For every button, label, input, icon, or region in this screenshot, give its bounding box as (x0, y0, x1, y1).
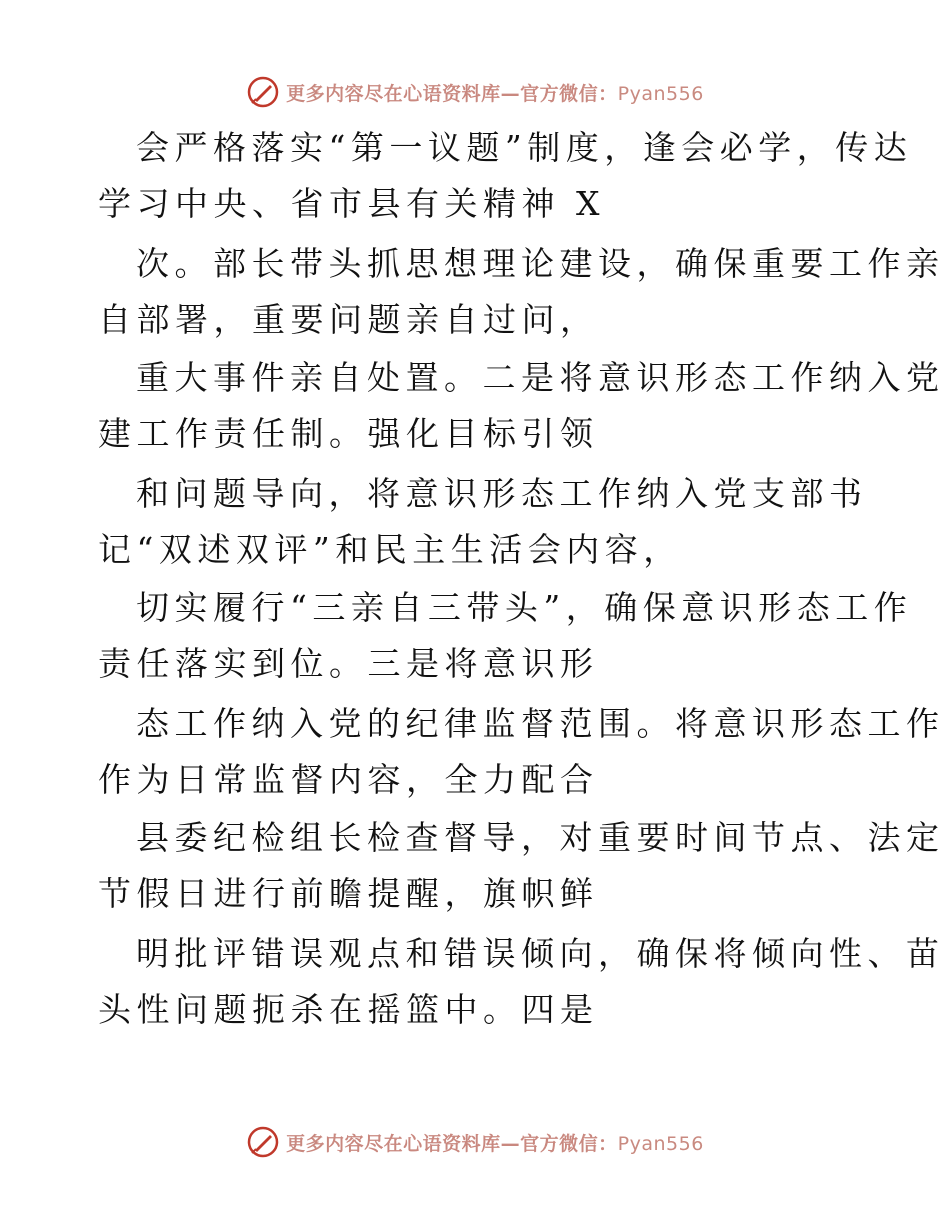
text-line: 头性问题扼杀在摇篮中。四是 (98, 990, 599, 1029)
text-line: 责任落实到位。三是将意识形 (98, 644, 599, 683)
quill-logo-icon (246, 75, 280, 109)
text-line: 重大事件亲自处置。二是将意识形态工作纳入党 (136, 358, 945, 397)
watermark-text: 更多内容尽在心语资料库—官方微信：Pyan556 (286, 1132, 704, 1155)
text-line: 和问题导向，将意识形态工作纳入党支部书 (136, 474, 868, 513)
watermark-wechat-id: Pyan556 (617, 1132, 704, 1155)
text-line: 县委纪检组长检查督导，对重要时间节点、法定 (136, 818, 945, 857)
text-line: 次。部长带头抓思想理论建设，确保重要工作亲 (136, 244, 945, 283)
header-watermark (0, 72, 950, 112)
text-line: 会严格落实“第一议题”制度，逢会必学，传达 (136, 128, 913, 167)
text-line: 作为日常监督内容，全力配合 (98, 760, 599, 799)
watermark-text: 更多内容尽在心语资料库—官方微信：Pyan556 (286, 82, 704, 105)
quill-logo-icon (246, 1125, 280, 1159)
text-line: 切实履行“三亲自三带头”，确保意识形态工作 (136, 588, 913, 627)
text-line: 明批评错误观点和错误倾向，确保将倾向性、苗 (136, 934, 945, 973)
watermark-wechat-id: Pyan556 (617, 82, 704, 105)
footer-watermark (0, 1122, 950, 1162)
text-line: 建工作责任制。强化目标引领 (98, 414, 599, 453)
text-line: 节假日进行前瞻提醒，旗帜鲜 (98, 874, 599, 913)
text-line: 记“双述双评”和民主生活会内容， (98, 530, 682, 569)
text-line: 自部署，重要问题亲自过问， (98, 300, 599, 339)
text-line: 学习中央、省市县有关精神 X (98, 184, 605, 223)
text-line: 态工作纳入党的纪律监督范围。将意识形态工作 (136, 704, 945, 743)
